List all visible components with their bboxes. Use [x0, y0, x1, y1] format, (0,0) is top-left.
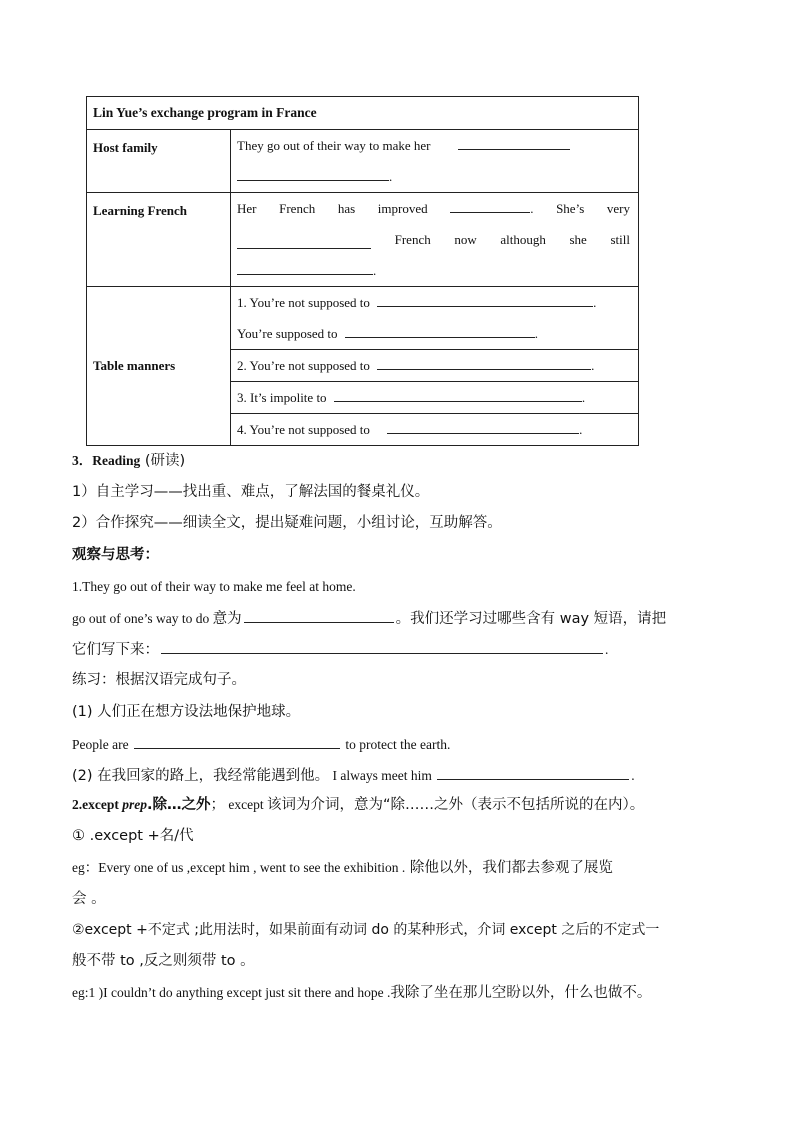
practice-1-cn: (1) 人们正在想方设法地保护地球。 [72, 704, 301, 720]
phrase-cn-1: 意为 [212, 611, 242, 627]
lf-word: She’s [556, 201, 585, 216]
host-family-cell [231, 130, 639, 193]
tm-line-4 [237, 414, 630, 445]
tm-blank-4[interactable] [387, 416, 579, 434]
reading-num: 3． [72, 453, 93, 468]
lf-period: . [373, 263, 377, 278]
lf-word: French [279, 201, 316, 216]
tm-period: . [579, 422, 583, 437]
phrase-cn-2: 。我们还学习过哪些含有 way 短语，请把 [395, 611, 667, 627]
lf-word: although [500, 232, 546, 247]
table-manners-row-3 [231, 382, 639, 414]
eg1-cn: 除他以外，我们都去参观了展览 [405, 860, 613, 876]
except-desc-cn: 该词为介词，意为“除……之外（表示不包括所说的在内）。 [266, 797, 645, 813]
except-eg-1-cont: 会 。 [72, 891, 106, 907]
learning-french-line-1 [237, 193, 630, 224]
except-rule-2a: ②except +不定式 ;此用法时，如果前面有动词 do 的某种形式，介词 except 之后的不定式一 [72, 922, 660, 938]
eg2-en: eg:1 )I couldn’t do anything except just sit there and hope . [72, 985, 391, 1000]
learning-french-line-3 [237, 255, 630, 286]
except-rule-2b: 般不带 to ,反之则须带 to 。 [72, 953, 255, 969]
learning-french-blank-2[interactable] [237, 231, 371, 249]
p2-en: I always meet him [329, 768, 436, 783]
host-family-text: They go out of their way to make her [237, 138, 431, 153]
except-pos: prep [122, 797, 147, 812]
tm-line-3 [237, 382, 630, 413]
reading-cn: (研读) [140, 453, 186, 469]
lf-period: . [530, 201, 534, 216]
learning-french-blank-1[interactable] [450, 195, 530, 213]
host-family-period: . [389, 169, 393, 184]
learning-french-blank-3[interactable] [237, 257, 373, 275]
learning-french-label: Learning French [87, 193, 231, 287]
except-desc-en: except [225, 797, 267, 812]
reading-heading [72, 451, 185, 472]
host-family-label: Host family [87, 130, 231, 193]
learning-french-line-2 [237, 224, 630, 255]
eg1-en: eg：Every one of us ,except him , went to see the exhibition . [72, 860, 406, 875]
tm-blank-2[interactable] [377, 352, 591, 370]
p2-cn: (2) 在我回家的路上，我经常能遇到他。 [72, 768, 330, 784]
host-family-blank-2[interactable] [237, 163, 389, 181]
tm-period: . [581, 390, 586, 405]
except-eg-2 [72, 983, 651, 1004]
tm-line-1a [237, 287, 630, 318]
tm-text: 4. You’re not supposed to [237, 422, 370, 437]
lf-word: still [610, 232, 630, 247]
observe-item-1: 1.They go out of their way to make me feel at home. [72, 579, 356, 594]
lf-blank-wrap [450, 193, 533, 224]
write-down-line [72, 638, 608, 661]
except-title-a: 2.except [72, 797, 123, 812]
practice-1-blank[interactable] [134, 733, 340, 749]
write-down-label: 它们写下来： [72, 642, 159, 658]
tm-text: 3. It’s impolite to [237, 390, 327, 405]
tm-blank-1b[interactable] [345, 320, 535, 338]
table-manners-row-2 [231, 350, 639, 382]
lf-word: has [337, 201, 356, 216]
lf-word: improved [377, 201, 428, 216]
except-title-c: ； [210, 797, 225, 813]
tm-blank-3[interactable] [334, 384, 582, 402]
tm-line-1b [237, 318, 630, 349]
tm-blank-1a[interactable] [377, 289, 593, 307]
tm-period: . [593, 295, 597, 310]
lf-word: Her [237, 201, 257, 216]
observe-title: 观察与思考： [72, 547, 159, 563]
table-manners-label: Table manners [87, 287, 231, 446]
practice-instruction: 练习：根据汉语完成句子。 [72, 672, 246, 688]
eg2-cn: 我除了坐在那儿空盼以外，什么也做不。 [390, 985, 652, 1001]
p2-period: . [631, 768, 635, 783]
reading-word: Reading [92, 453, 141, 468]
host-family-blank-1[interactable] [458, 132, 570, 150]
phrase-meaning-blank[interactable] [244, 607, 394, 623]
tm-period: . [534, 326, 539, 341]
write-down-period: . [605, 642, 609, 657]
except-title-line [72, 795, 644, 816]
learning-french-cell [231, 193, 639, 287]
tm-text: 2. You’re not supposed to [237, 358, 370, 373]
host-family-line-2 [237, 161, 630, 192]
practice-1-en [72, 733, 450, 756]
practice-2-blank[interactable] [437, 764, 629, 780]
tm-text: You’re supposed to [237, 326, 338, 341]
lf-word: she [569, 232, 587, 247]
phrase-en: go out of one’s way to do [72, 611, 213, 626]
tm-text: 1. You’re not supposed to [237, 295, 370, 310]
lf-word: French [394, 232, 431, 247]
host-family-line-1 [237, 130, 630, 161]
lf-word: very [606, 201, 630, 216]
except-rule-1: ① .except +名/代 [72, 828, 194, 844]
practice-2 [72, 764, 635, 787]
p1-en-b: to protect the earth. [341, 737, 451, 752]
tm-line-2 [237, 350, 630, 381]
way-phrases-blank[interactable] [161, 638, 603, 654]
table-title: Lin Yue’s exchange program in France [87, 97, 639, 130]
reading-step-1: 1）自主学习——找出重、难点，了解法国的餐桌礼仪。 [72, 484, 430, 500]
tm-period: . [591, 358, 595, 373]
reading-step-2: 2）合作探究——细读全文，提出疑难问题，小组讨论，互助解答。 [72, 515, 502, 531]
p1-en-a: People are [72, 737, 132, 752]
except-title-b: .除…之外 [146, 797, 211, 813]
lf-word: now [454, 232, 477, 247]
except-eg-1 [72, 858, 613, 879]
exchange-program-table [86, 96, 639, 446]
phrase-line [72, 607, 666, 630]
table-manners-row-1 [231, 287, 639, 350]
table-manners-row-4 [231, 414, 639, 446]
